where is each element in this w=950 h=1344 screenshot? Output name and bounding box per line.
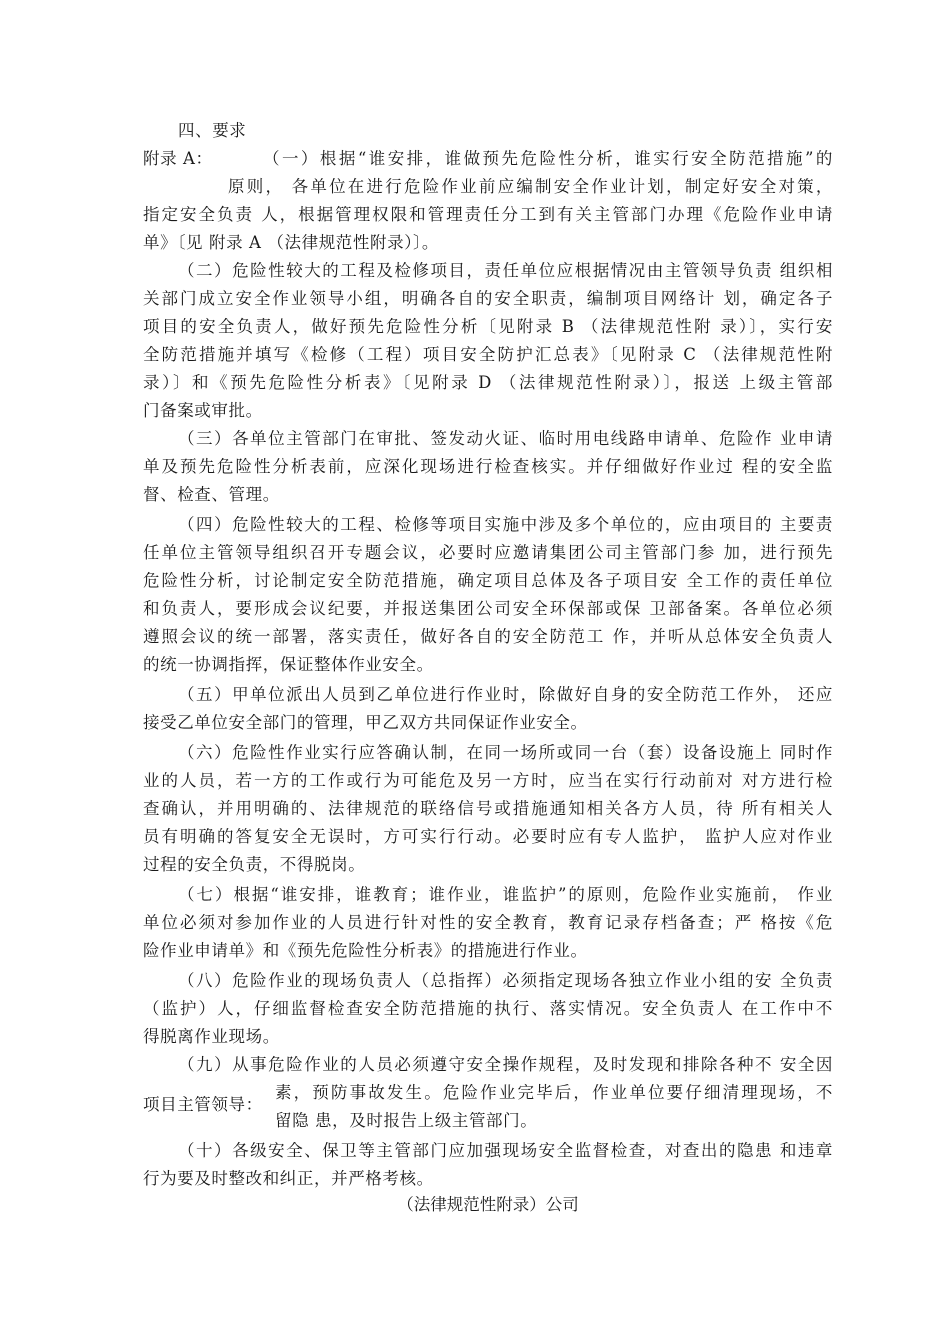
paragraph-line: （四）危险性较大的工程、检修等项目实施中涉及多个单位的，应由项目的 主要责 xyxy=(178,515,833,534)
paragraph-line: （十）各级安全、保卫等主管部门应加强现场安全监督检查，对查出的隐患 和违章 xyxy=(178,1141,833,1160)
paragraph-line: （五）甲单位派出人员到乙单位进行作业时，除做好自身的安全防范工作外， 还应 xyxy=(178,685,833,704)
paragraph-line: 险作业申请单》和《预先危险性分析表》的措施进行作业。 xyxy=(143,941,588,960)
footer-text: （法律规范性附录）公司 xyxy=(397,1195,579,1214)
paragraph-line: 行为要及时整改和纠正，并严格考核。 xyxy=(143,1169,434,1188)
paragraph-line: 过程的安全负责，不得脱岗。 xyxy=(143,855,366,874)
paragraph-line: 任单位主管领导组织召开专题会议，必要时应邀请集团公司主管部门参 加，进行预先 xyxy=(143,543,833,562)
paragraph-line: （一）根据“谁安排，谁做预先危险性分析，谁实行安全防范措施”的 xyxy=(263,149,833,168)
paragraph-line: 全防范措施并填写《检修（工程）项目安全防护汇总表》〔见附录 C （法律规范性附 xyxy=(143,345,833,364)
paragraph-line: 遵照会议的统一部署，落实责任，做好各自的安全防范工 作，并听从总体安全负责人 xyxy=(143,627,833,646)
paragraph-line: （八）危险作业的现场负责人（总指挥）必须指定现场各独立作业小组的安 全负责 xyxy=(178,971,833,990)
paragraph-line: 留隐 患，及时报告上级主管部门。 xyxy=(275,1111,538,1130)
paragraph-line: 和负责人，要形成会议纪要，并报送集团公司安全环保部或保 卫部备案。各单位必须 xyxy=(143,599,833,618)
paragraph-line: （二）危险性较大的工程及检修项目，责任单位应根据情况由主管领导负责 组织相 xyxy=(178,261,833,280)
section-heading: 四、要求 xyxy=(178,121,247,140)
paragraph-line: 督、检查、管理。 xyxy=(143,485,280,504)
paragraph-line: 单》〔见 附录 A （法律规范性附录）〕。 xyxy=(143,233,440,252)
paragraph-line: （六）危险性作业实行应答确认制，在同一场所或同一台（套）设备设施上 同时作 xyxy=(178,743,833,762)
paragraph-line: 业的人员，若一方的工作或行为可能危及另一方时，应当在实行行动前对 对方进行检 xyxy=(143,771,833,790)
paragraph-line: 单位必须对参加作业的人员进行针对性的安全教育，教育记录存档备查；严 格按《危 xyxy=(143,913,833,932)
paragraph-line: （三）各单位主管部门在审批、签发动火证、临时用电线路申请单、危险作 业申请 xyxy=(178,429,833,448)
paragraph-line: 的统一协调指挥，保证整体作业安全。 xyxy=(143,655,434,674)
paragraph-line: 查确认，并用明确的、法律规范的联络信号或措施通知相关各方人员，待 所有相关人 xyxy=(143,799,833,818)
paragraph-line: 项目的安全负责人，做好预先危险性分析〔见附录 B （法律规范性附 录）〕，实行安 xyxy=(143,317,833,336)
paragraph-line: 单及预先危险性分析表前，应深化现场进行检查核实。并仔细做好作业过 程的安全监 xyxy=(143,457,833,476)
paragraph-line: 得脱离作业现场。 xyxy=(143,1027,280,1046)
paragraph-line: 危险性分析，讨论制定安全防范措施，确定项目总体及各子项目安 全工作的责任单位 xyxy=(143,571,833,590)
paragraph-line: 接受乙单位安全部门的管理，甲乙双方共同保证作业安全。 xyxy=(143,713,588,732)
paragraph-line: （监护）人，仔细监督检查安全防范措施的执行、落实情况。安全负责人 在工作中不 xyxy=(143,999,833,1018)
paragraph-line: 原则， 各单位在进行危险作业前应编制安全作业计划，制定好安全对策， xyxy=(228,177,833,196)
paragraph-line: 指定安全负责 人，根据管理权限和管理责任分工到有关主管部门办理《危险作业申请 xyxy=(143,205,833,224)
paragraph-line: 录）〕和《预先危险性分析表》〔见附录 D （法律规范性附录）〕，报送 上级主管部 xyxy=(143,373,833,392)
project-leader-label: 项目主管领导： xyxy=(143,1095,263,1114)
appendix-a-label: 附录 A： xyxy=(143,149,213,168)
paragraph-line: 员有明确的答复安全无误时，方可实行行动。必要时应有专人监护， 监护人应对作业 xyxy=(143,827,833,846)
paragraph-line: 门备案或审批。 xyxy=(143,401,263,420)
paragraph-line: 关部门成立安全作业领导小组，明确各自的安全职责，编制项目网络计 划，确定各子 xyxy=(143,289,833,308)
paragraph-line: 素，预防事故发生。危险作业完毕后，作业单位要仔细清理现场，不 xyxy=(275,1083,833,1102)
paragraph-line: （九）从事危险作业的人员必须遵守安全操作规程，及时发现和排除各种不 安全因 xyxy=(178,1055,833,1074)
paragraph-line: （七）根据“谁安排，谁教育；谁作业，谁监护”的原则，危险作业实施前， 作业 xyxy=(178,885,833,904)
